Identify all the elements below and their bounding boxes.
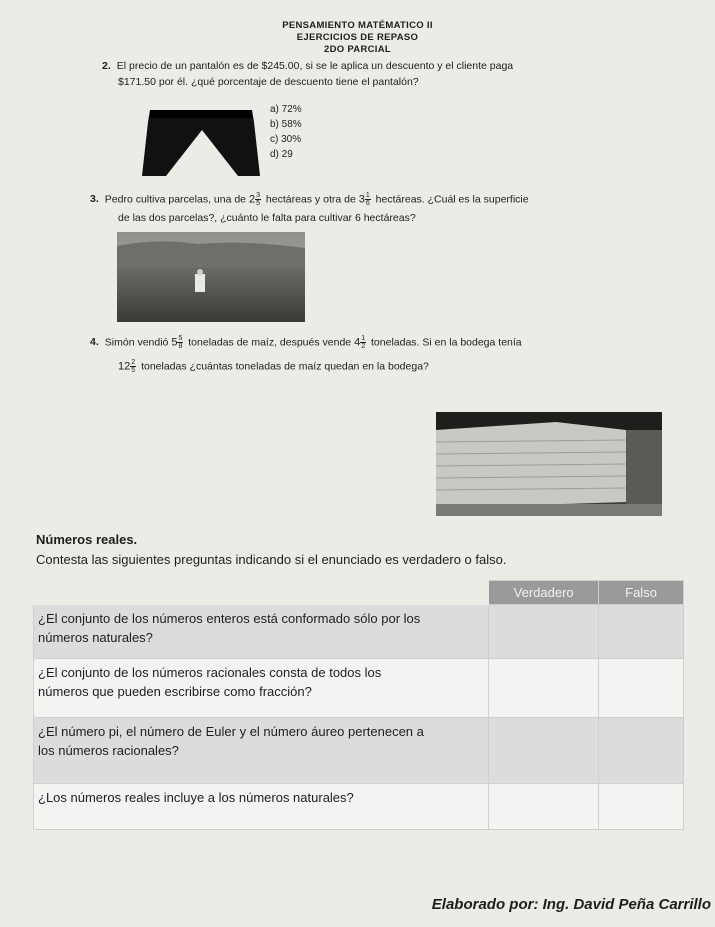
statement-line1: ¿Los números reales incluye a los números naturales? (38, 790, 354, 805)
section-title: Números reales. (36, 532, 138, 547)
pants-image (140, 108, 262, 178)
mixed-number-whole: 3 (358, 193, 365, 206)
table-row (34, 718, 684, 784)
answer-cell-true[interactable] (489, 659, 599, 718)
fraction (177, 335, 183, 350)
question-4-text-2: toneladas de maíz, después vende (188, 336, 352, 349)
option-a: a) 72% (270, 104, 302, 115)
numerator: 5 (178, 335, 183, 342)
statement-cell (34, 718, 489, 784)
field-photo (117, 232, 305, 322)
table-header-row (34, 581, 684, 605)
warehouse-photo (436, 412, 662, 516)
denominator: 5 (256, 200, 260, 207)
statement-cell (34, 605, 489, 659)
fraction (365, 192, 371, 207)
answer-cell-false[interactable] (599, 718, 684, 784)
table-header-blank (34, 581, 489, 605)
fraction (360, 335, 366, 350)
question-4 (90, 335, 522, 350)
exam-label: 2DO PARCIAL (324, 44, 391, 55)
answer-cell-true[interactable] (489, 784, 599, 830)
numerator: 1 (361, 335, 366, 342)
question-3-text-2: hectáreas y otra de (265, 193, 356, 206)
statement-line2: números que pueden escribirse como fracción? (38, 684, 312, 699)
numerator: 3 (256, 192, 260, 199)
true-false-table (33, 580, 684, 830)
mixed-number-whole: 5 (171, 336, 178, 349)
question-4-number: 4. (90, 336, 99, 349)
statement-cell (34, 784, 489, 830)
column-header-false: Falso (599, 581, 684, 605)
question-3-line2: de las dos parcelas?, ¿cuánto le falta para cultivar 6 hectáreas? (118, 212, 416, 224)
statement-line2: números naturales? (38, 630, 153, 645)
answer-cell-false[interactable] (599, 784, 684, 830)
question-3-text-1: Pedro cultiva parcelas, una de (104, 193, 247, 206)
option-d: d) 29 (270, 149, 293, 160)
column-header-true: Verdadero (489, 581, 599, 605)
question-2-number: 2. (102, 60, 111, 72)
course-title: PENSAMIENTO MATÉMATICO II (282, 20, 433, 31)
question-4-text-1: Simón vendió (104, 336, 169, 349)
section-instructions: Contesta las siguientes preguntas indicando si el enunciado es verdadero o falso. (36, 552, 507, 567)
statement-line1: ¿El conjunto de los números racionales consta de todos los (38, 665, 382, 680)
answer-cell-true[interactable] (489, 605, 599, 659)
question-4-text-4: toneladas ¿cuántas toneladas de maíz quedan en la bodega? (141, 360, 429, 373)
numerator: 2 (131, 359, 136, 366)
table-row (34, 784, 684, 830)
answer-cell-false[interactable] (599, 659, 684, 718)
statement-cell (34, 659, 489, 718)
answer-cell-false[interactable] (599, 605, 684, 659)
statement-line1: ¿El conjunto de los números enteros está conformado sólo por los (38, 611, 421, 626)
author-credit: Elaborado por: Ing. David Peña Carrillo (431, 896, 711, 913)
question-2-line1: El precio de un pantalón es de $245.00, si se le aplica un descuento y el cliente paga (116, 60, 514, 72)
statement-line1: ¿El número pi, el número de Euler y el número áureo pertenecen a (38, 724, 424, 739)
question-3-number: 3. (90, 193, 99, 206)
option-c: c) 30% (270, 134, 302, 145)
option-b: b) 58% (270, 119, 302, 130)
question-2 (102, 59, 513, 74)
question-4-line2 (118, 359, 429, 374)
denominator: 8 (178, 343, 183, 350)
question-3 (90, 192, 529, 207)
mixed-number-whole: 2 (248, 193, 256, 206)
denominator: 6 (365, 200, 370, 207)
numerator: 1 (365, 192, 370, 199)
answer-cell-true[interactable] (489, 718, 599, 784)
statement-line2: los números racionales? (38, 743, 179, 758)
question-3-text-3: hectáreas. ¿Cuál es la superficie (375, 193, 529, 206)
question-2-line2: $171.50 por él. ¿qué porcentaje de descuento tiene el pantalón? (118, 76, 419, 88)
mixed-number-whole: 4 (354, 336, 361, 349)
fraction (130, 359, 136, 374)
question-4-text-3: toneladas. Si en la bodega tenía (371, 336, 522, 349)
denominator: 5 (131, 367, 136, 374)
fraction (255, 192, 261, 207)
table-row (34, 659, 684, 718)
mixed-number-whole: 12 (118, 360, 131, 373)
table-row (34, 605, 684, 659)
denominator: 2 (361, 343, 366, 350)
worksheet-title: EJERCICIOS DE REPASO (296, 32, 419, 43)
